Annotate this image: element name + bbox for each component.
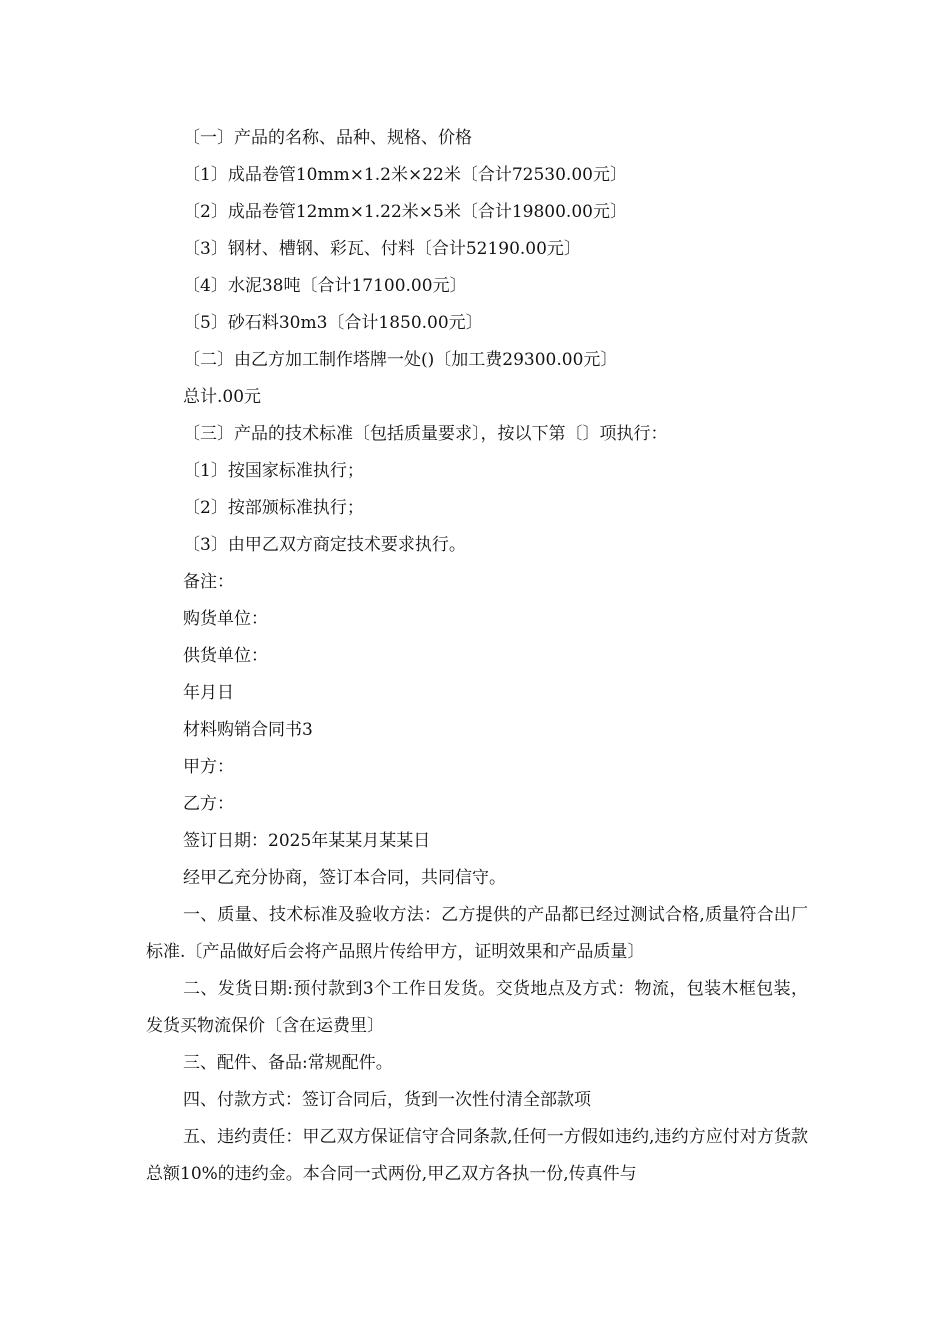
contract-title: 材料购销合同书3 xyxy=(183,720,313,740)
clause-delivery: 二、发货日期:预付款到3个工作日发货。交货地点及方式：物流，包装木框包装，发货买物流保价〔含在运费里〕 xyxy=(146,979,808,1036)
document-body xyxy=(146,120,808,1193)
remarks-label: 备注： xyxy=(183,572,234,592)
product-item-2: 〔2〕成品卷管12mm×1.22米×5米〔合计19800.00元〕 xyxy=(183,202,627,222)
total-amount: 总计.00元 xyxy=(183,387,262,407)
intro-sentence: 经甲乙充分协商，签订本合同，共同信守。 xyxy=(183,868,506,888)
supplier-unit-label: 供货单位： xyxy=(183,646,268,666)
product-item-1: 〔1〕成品卷管10mm×1.2米×22米〔合计72530.00元〕 xyxy=(183,165,627,185)
buyer-unit-label: 购货单位： xyxy=(183,609,268,629)
party-a-label: 甲方： xyxy=(183,757,234,777)
signing-date: 签订日期：2025年某某月某某日 xyxy=(183,831,431,851)
product-item-4: 〔4〕水泥38吨〔合计17100.00元〕 xyxy=(183,276,467,296)
clause-accessories: 三、配件、备品:常规配件。 xyxy=(183,1053,393,1073)
section-technical-standard: 〔三〕产品的技术标准〔包括质量要求〕，按以下第〔〕项执行： xyxy=(183,424,668,444)
clause-payment: 四、付款方式：签订合同后，货到一次性付清全部款项 xyxy=(183,1090,591,1110)
product-item-5: 〔5〕砂石料30m3〔合计1850.00元〕 xyxy=(183,313,483,333)
date-label: 年月日 xyxy=(183,683,234,703)
standard-option-1: 〔1〕按国家标准执行； xyxy=(183,461,364,481)
section-product-heading: 〔一〕产品的名称、品种、规格、价格 xyxy=(183,128,472,148)
clause-liability: 五、违约责任：甲乙双方保证信守合同条款,任何一方假如违约,违约方应付对方货款总额10%的违约金。本合同一式两份,甲乙双方各执一份,传真件与 xyxy=(146,1127,808,1184)
clause-quality: 一、质量、技术标准及验收方法：乙方提供的产品都已经过测试合格,质量符合出厂标准.〔产品做好后会将产品照片传给甲方，证明效果和产品质量〕 xyxy=(146,905,808,962)
standard-option-2: 〔2〕按部颁标准执行； xyxy=(183,498,364,518)
section-processing: 〔二〕由乙方加工制作塔牌一处()〔加工费29300.00元〕 xyxy=(183,350,618,370)
standard-option-3: 〔3〕由甲乙双方商定技术要求执行。 xyxy=(183,535,466,555)
party-b-label: 乙方： xyxy=(183,794,234,814)
product-item-3: 〔3〕钢材、槽钢、彩瓦、付料〔合计52190.00元〕 xyxy=(183,239,581,259)
